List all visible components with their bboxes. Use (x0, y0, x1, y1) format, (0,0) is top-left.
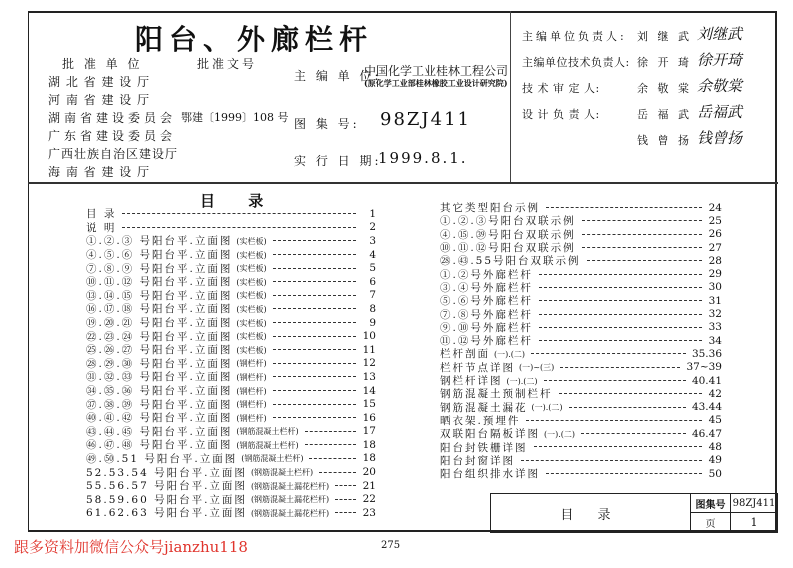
toc-entry-label: ㉘.㊸.55号阳台双联示例 (440, 255, 581, 268)
toc-entry (440, 201, 722, 214)
toc-entry-note: (实栏板) (236, 250, 267, 260)
toc-entry-note: (实栏板) (236, 332, 267, 342)
toc-entry-label: ㉕.㉖.㉗ 号阳台平.立面图 (86, 344, 233, 357)
toc-entry-page: 37~39 (686, 361, 722, 374)
editor-note: (原化学工业部桂林橡胶工业设计研究院) (364, 78, 508, 88)
leader-line (273, 308, 356, 309)
toc-entry-label: 55.56.57 号阳台平.立面图 (86, 480, 247, 493)
toc-entry (86, 221, 376, 235)
toc-entry-note: (钢栏杆) (236, 413, 267, 423)
toc-entry-note: (钢筋混凝土漏花栏杆) (250, 495, 330, 505)
toc-entry-label: ⑲.⑳.㉑ 号阳台平.立面图 (86, 317, 233, 330)
header-divider (28, 182, 778, 184)
toc-entry-page: 10 (362, 330, 376, 343)
toc-entry-page: 17 (362, 425, 376, 438)
leader-line (122, 227, 356, 228)
toc-title: 目 录 (200, 192, 278, 210)
toc-entry (86, 289, 376, 303)
toc-entry-note: (钢栏杆) (236, 386, 267, 396)
toc-entry-page: 18 (362, 452, 376, 465)
toc-entry-label: 栏杆节点详图 (440, 361, 515, 374)
toc-left-column (86, 207, 376, 520)
toc-entry-page: 18 (362, 438, 376, 451)
toc-entry-page: 9 (369, 316, 376, 329)
leader-line (273, 268, 356, 269)
toc-entry-label: 栏杆剖面 (440, 348, 490, 361)
leader-line (534, 446, 703, 447)
toc-entry-page: 50 (708, 467, 722, 480)
toc-entry-note: (钢筋混凝土栏杆) (250, 468, 314, 478)
toc-entry-page: 32 (708, 308, 722, 321)
handwritten-signature: 余敬棠 (697, 77, 743, 95)
toc-entry-note: (一)~(三) (519, 363, 555, 373)
toc-entry (86, 370, 376, 384)
toc-entry-note: (实栏板) (236, 291, 267, 301)
toc-entry-note: (一).(二) (531, 403, 563, 413)
toc-entry-label: ⑤.⑥号外廊栏杆 (440, 295, 533, 308)
approval-doc-number: 鄂建〔1999〕108 号 (181, 111, 289, 124)
toc-entry (440, 387, 722, 400)
signature-role: 技 术 审 定 人: (522, 82, 600, 95)
leader-line (273, 349, 356, 350)
toc-entry-label: 61.62.63 号阳台平.立面图 (86, 507, 247, 520)
toc-entry-page: 49 (708, 454, 722, 467)
toc-entry-page: 20 (362, 466, 376, 479)
leader-line (273, 322, 356, 323)
toc-entry-label: ㊾.㊿.51 号阳台平.立面图 (86, 452, 238, 465)
handwritten-signature: 刘继武 (697, 25, 743, 43)
title-block-atlas-label: 图集号 (690, 494, 730, 513)
toc-entry-page: 42 (708, 387, 722, 400)
toc-entry-label: 晒衣架.预埋件 (440, 414, 521, 427)
toc-entry (86, 343, 376, 357)
toc-entry (440, 334, 722, 347)
leader-line (335, 499, 356, 500)
toc-entry-page: 6 (369, 275, 376, 288)
toc-entry-page: 3 (369, 234, 376, 247)
toc-entry-label: 双联阳台隔板详图 (440, 428, 540, 441)
atlas-value: 98ZJ411 (380, 109, 471, 130)
toc-entry-label: ①.②.③号阳台双联示例 (440, 215, 576, 228)
toc-entry (86, 261, 376, 275)
title-block-page-value: 1 (730, 513, 777, 532)
toc-entry (440, 281, 722, 294)
toc-entry (440, 241, 722, 254)
toc-entry (440, 374, 722, 387)
title-block-page-label: 页 (690, 513, 730, 532)
document-title: 阳台、外廊栏杆 (135, 23, 374, 56)
toc-entry-page: 13 (362, 370, 376, 383)
toc-entry-note: (钢栏杆) (236, 372, 267, 382)
leader-line (569, 407, 686, 408)
leader-line (531, 353, 686, 354)
toc-entry-note: (实栏板) (236, 304, 267, 314)
toc-entry (440, 361, 722, 374)
toc-entry-note: (钢筋混凝土漏花栏杆) (250, 508, 330, 518)
toc-entry-page: 25 (708, 214, 722, 227)
toc-entry-page: 11 (362, 343, 376, 356)
toc-entry-label: ①.②.③ 号阳台平.立面图 (86, 235, 233, 248)
signatory-name: 余 敬 棠 (637, 82, 692, 95)
approval-unit: 湖 北 省 建 设 厅 (48, 75, 151, 89)
toc-entry (440, 347, 722, 360)
signature-role: 主编单位技术负责人: (522, 56, 630, 69)
title-block-atlas-value: 98ZJ411 (730, 494, 777, 513)
leader-line (546, 473, 702, 474)
leader-line (305, 444, 356, 445)
leader-line (273, 390, 356, 391)
toc-entry-label: 52.53.54 号阳台平.立面图 (86, 466, 247, 479)
watermark-text: 跟多资料加微信公众号jianzhu118 (14, 538, 248, 556)
toc-entry (86, 465, 376, 479)
editor-label: 主 编 单 位: (294, 69, 382, 83)
toc-entry-note: (钢栏杆) (236, 400, 267, 410)
header-vertical-divider (510, 11, 511, 182)
toc-entry-page: 33 (708, 321, 722, 334)
toc-entry (440, 400, 722, 413)
leader-line (335, 512, 356, 513)
toc-entry-label: 说 明 (86, 221, 117, 234)
toc-entry-label: ⑩.⑪.⑫号阳台双联示例 (440, 242, 576, 255)
toc-entry-label: ㊵.㊶.㊷ 号阳台平.立面图 (86, 412, 233, 425)
toc-entry-page: 15 (362, 398, 376, 411)
leader-line (560, 367, 680, 368)
leader-line (539, 287, 702, 288)
toc-entry-label: ⑬.⑭.⑮ 号阳台平.立面图 (86, 289, 233, 302)
toc-entry-page: 21 (362, 479, 376, 492)
toc-entry (440, 267, 722, 280)
toc-entry-note: (一).(二) (544, 429, 576, 439)
toc-entry-label: 阳台组织排水详图 (440, 468, 540, 481)
leader-line (582, 220, 702, 221)
toc-entry-note: (钢筋混凝土栏杆) (241, 454, 304, 464)
date-label: 实 行 日 期: (294, 154, 382, 168)
toc-entry-label: ㊸.㊹.㊺ 号阳台平.立面图 (86, 425, 233, 438)
signatory-name: 徐 开 琦 (637, 56, 692, 69)
leader-line (305, 431, 356, 432)
leader-line (273, 404, 356, 405)
toc-entry (86, 452, 376, 466)
toc-entry-page: 45 (708, 414, 722, 427)
leader-line (526, 420, 702, 421)
approval-unit: 广东省建设委员会 (48, 129, 177, 143)
leader-line (539, 300, 702, 301)
toc-entry-page: 23 (362, 506, 376, 519)
toc-entry-note: (钢栏杆) (236, 359, 267, 369)
toc-entry (86, 425, 376, 439)
toc-entry (86, 207, 376, 221)
toc-entry (86, 384, 376, 398)
toc-entry (86, 329, 376, 343)
toc-entry-page: 31 (708, 294, 722, 307)
approval-unit: 海 南 省 建 设 厅 (48, 165, 151, 179)
leader-line (273, 240, 356, 241)
toc-entry-label: ㉞.㉟.㊱ 号阳台平.立面图 (86, 385, 233, 398)
signatory-name: 刘 继 武 (637, 30, 692, 43)
toc-entry-label: ⑦.⑧.⑨ 号阳台平.立面图 (86, 262, 233, 275)
leader-line (273, 281, 356, 282)
handwritten-signature: 岳福武 (697, 103, 743, 121)
toc-entry (86, 438, 376, 452)
leader-line (273, 336, 356, 337)
toc-entry-page: 28 (708, 254, 722, 267)
toc-entry-note: (钢筋混凝土栏杆) (236, 440, 299, 450)
toc-entry (440, 228, 722, 241)
toc-entry-label: ㊻.㊼.㊽ 号阳台平.立面图 (86, 439, 233, 452)
handwritten-signature: 钱曾扬 (697, 129, 743, 147)
leader-line (273, 254, 356, 255)
toc-entry (440, 214, 722, 227)
signature-role: 主编单位负责人: (522, 30, 627, 43)
editor-value: 中国化学工业桂林工程公司 (364, 64, 509, 78)
toc-entry (86, 397, 376, 411)
leader-line (559, 393, 703, 394)
toc-entry (440, 440, 722, 453)
toc-entry-page: 34 (708, 334, 722, 347)
title-block-name: 目 录 (560, 507, 621, 523)
toc-entry-page: 46.47 (691, 427, 722, 440)
toc-entry-page: 40.41 (691, 374, 722, 387)
toc-entry-page: 4 (369, 248, 376, 261)
approval-doc-label: 批准文号 (197, 57, 258, 71)
toc-entry (86, 248, 376, 262)
toc-entry-label: ④.⑤.⑥ 号阳台平.立面图 (86, 249, 233, 262)
toc-entry-note: (一).(二) (506, 376, 538, 386)
page-number: 275 (381, 540, 401, 551)
toc-entry-page: 7 (369, 289, 376, 302)
toc-entry-label: ⑦.⑧号外廊栏杆 (440, 308, 533, 321)
toc-entry-page: 12 (362, 357, 376, 370)
toc-entry (86, 411, 376, 425)
leader-line (544, 380, 686, 381)
toc-entry (86, 316, 376, 330)
toc-entry-note: (实栏板) (236, 277, 267, 287)
toc-entry-label: 钢筋混凝土预制栏杆 (440, 388, 553, 401)
toc-entry-label: 其它类型阳台示例 (440, 202, 540, 215)
toc-entry (86, 506, 376, 520)
toc-entry-label: ㉘.㉙.㉚ 号阳台平.立面图 (86, 357, 233, 370)
leader-line (546, 207, 702, 208)
toc-entry-page: 26 (708, 228, 722, 241)
signatory-name: 岳 福 武 (637, 108, 692, 121)
toc-entry-note: (实栏板) (236, 318, 267, 328)
leader-line (582, 247, 702, 248)
leader-line (273, 417, 356, 418)
toc-entry-label: 钢栏杆详图 (440, 375, 503, 388)
date-value: 1999.8.1. (378, 149, 468, 167)
toc-entry-label: ③.④号外廊栏杆 (440, 281, 533, 294)
atlas-label: 图 集 号: (294, 117, 360, 131)
toc-entry-label: 目 录 (86, 208, 117, 221)
toc-entry-page: 22 (362, 493, 376, 506)
toc-entry (440, 427, 722, 440)
toc-entry-page: 27 (708, 241, 722, 254)
toc-entry-label: ⑯.⑰.⑱ 号阳台平.立面图 (86, 303, 233, 316)
toc-entry (440, 414, 722, 427)
toc-entry-label: ㉒.㉓.㉔ 号阳台平.立面图 (86, 330, 233, 343)
toc-entry-label: 阳台封铁栅详图 (440, 441, 528, 454)
toc-entry-page: 24 (708, 201, 722, 214)
toc-entry (86, 302, 376, 316)
toc-entry-page: 30 (708, 281, 722, 294)
leader-line (539, 327, 702, 328)
toc-entry-note: (钢筋混凝土栏杆) (236, 427, 299, 437)
approval-units-label: 批 准 单 位 (62, 57, 143, 71)
leader-line (581, 433, 686, 434)
toc-entry (440, 454, 722, 467)
toc-entry-label: 钢筋混凝土漏花 (440, 401, 528, 414)
toc-entry (440, 321, 722, 334)
toc-entry-page: 16 (362, 411, 376, 424)
leader-line (273, 376, 356, 377)
approval-unit: 广西壮族自治区建设厅 (48, 147, 179, 161)
toc-entry (86, 479, 376, 493)
leader-line (539, 340, 702, 341)
toc-entry-label: ①.②号外廊栏杆 (440, 268, 533, 281)
toc-entry-label: ㊲.㊳.㊴ 号阳台平.立面图 (86, 398, 233, 411)
handwritten-signature: 徐开琦 (697, 51, 743, 69)
leader-line (273, 295, 356, 296)
toc-entry (86, 357, 376, 371)
title-block (490, 493, 778, 533)
toc-entry-page: 14 (362, 384, 376, 397)
toc-entry-page: 2 (369, 221, 376, 234)
toc-entry-page: 29 (708, 268, 722, 281)
toc-entry-note: (实栏板) (236, 264, 267, 274)
toc-entry-label: 阳台封窗详图 (440, 454, 515, 467)
toc-entry-page: 5 (369, 262, 376, 275)
approval-unit: 湖南省建设委员会 (48, 111, 177, 125)
toc-entry (86, 492, 376, 506)
toc-entry-label: ⑪.⑫号外廊栏杆 (440, 335, 533, 348)
toc-entry (86, 275, 376, 289)
leader-line (587, 260, 702, 261)
toc-entry-label: ⑩.⑪.⑫ 号阳台平.立面图 (86, 276, 233, 289)
toc-entry (440, 467, 722, 480)
signature-role: 设 计 负 责 人: (522, 108, 600, 121)
leader-line (273, 363, 356, 364)
toc-entry-note: (钢筋混凝土漏花栏杆) (250, 481, 330, 491)
signatory-name: 钱 曾 扬 (637, 134, 692, 147)
leader-line (122, 213, 356, 214)
toc-entry-page: 43.44 (691, 401, 722, 414)
toc-entry (440, 307, 722, 320)
toc-right-column (440, 201, 722, 480)
toc-entry-label: ㉛.㉜.㉝ 号阳台平.立面图 (86, 371, 233, 384)
toc-entry-page: 48 (708, 440, 722, 453)
toc-entry-note: (实栏板) (236, 236, 267, 246)
toc-entry (86, 234, 376, 248)
toc-entry-page: 1 (369, 207, 376, 220)
toc-entry (440, 254, 722, 267)
approval-unit: 河 南 省 建 设 厅 (48, 93, 151, 107)
leader-line (521, 460, 702, 461)
toc-entry-label: ⑨.⑩号外廊栏杆 (440, 321, 533, 334)
leader-line (582, 234, 702, 235)
toc-entry-note: (实栏板) (236, 345, 267, 355)
toc-entry (440, 294, 722, 307)
toc-entry-note: (一).(二) (494, 349, 526, 359)
leader-line (539, 274, 702, 275)
toc-entry-label: ④.⑮.㊴号阳台双联示例 (440, 228, 576, 241)
leader-line (335, 485, 356, 486)
toc-entry-page: 35.36 (691, 347, 722, 360)
leader-line (319, 472, 356, 473)
toc-entry-label: 58.59.60 号阳台平.立面图 (86, 493, 247, 506)
leader-line (539, 314, 702, 315)
toc-entry-page: 8 (369, 302, 376, 315)
leader-line (309, 458, 356, 459)
